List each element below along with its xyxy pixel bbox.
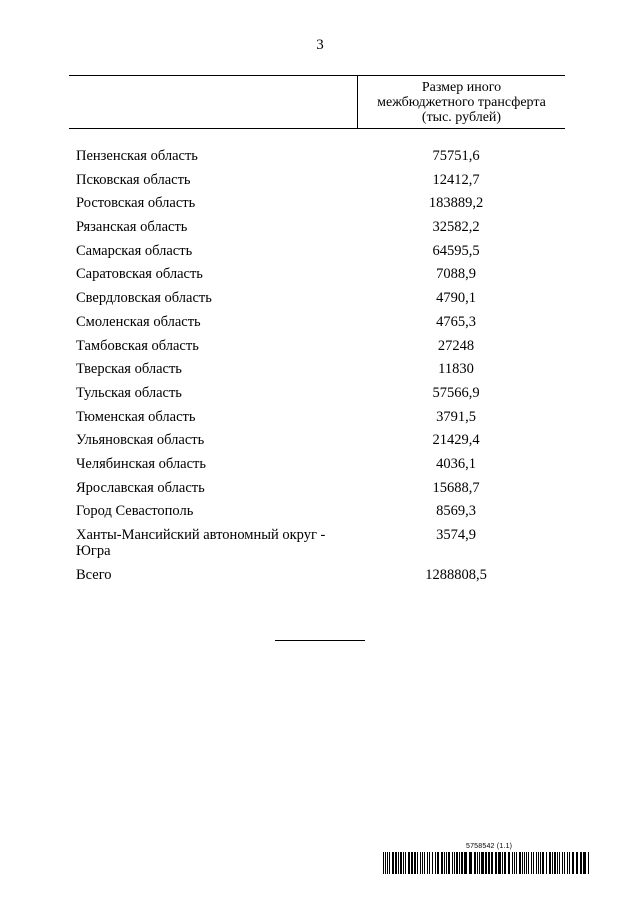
barcode-bar [498,852,501,874]
table-row [76,383,556,407]
barcode-bar [528,852,529,874]
transfer-value: 4036,1 [436,455,476,472]
document-code: 5758542 (1.1) [466,843,513,850]
barcode-bar [576,852,578,874]
region-name: Псковская область [76,171,191,188]
barcode-bar [414,852,416,874]
barcode-bar [538,852,539,874]
barcode-bar [403,852,404,874]
barcode-bar [485,852,487,874]
barcode-bar [477,852,478,874]
barcode-bar [469,852,472,874]
table-row [76,312,556,336]
barcode-bar [559,852,560,874]
end-of-document-line [275,640,365,641]
barcode-bar [389,852,390,874]
barcode-bar [383,852,384,874]
barcode-bar [420,852,421,874]
barcode-bar [435,852,436,874]
region-name: Челябинская область [76,455,206,472]
barcode-bar [557,852,558,874]
barcode-bar [408,852,410,874]
header-line-1: Размер иного [421,80,502,95]
barcode-bar [542,852,544,874]
barcode-bar [567,852,568,874]
region-name: Ульяновская область [76,432,205,449]
barcode-bar [444,852,445,874]
transfer-value: 3574,9 [436,527,476,543]
table-row [76,193,556,217]
page-number: 3 [316,37,324,53]
barcode-bar [479,852,480,874]
transfer-value: 21429,4 [432,432,480,449]
table-row [76,407,556,431]
barcode-bar [526,852,527,874]
barcode-bar [524,852,525,874]
barcode-bar [583,852,586,874]
barcode-bar [411,852,413,874]
total-value: 1288808,5 [425,567,487,583]
barcode-bar [562,852,563,874]
barcode-bar [441,852,443,874]
transfer-value: 57566,9 [432,384,480,401]
region-name: Ростовская область [76,195,196,212]
region-name: Свердловская область [76,290,212,307]
barcode-bar [400,852,402,874]
barcode-bar [454,852,455,874]
barcode-bar [398,852,399,874]
table-row [76,146,556,170]
barcode-bar [474,852,476,874]
transfer-value: 27248 [437,337,475,354]
barcode-bar [533,852,534,874]
total-row [76,565,556,589]
barcode-bar [580,852,582,874]
barcode-bar [395,852,397,874]
barcode-bar [446,852,447,874]
transfer-value: 183889,2 [428,195,484,212]
barcode-bar [464,852,467,874]
region-name: Тульская область [76,384,182,401]
transfer-value: 4765,3 [436,313,476,330]
value-column-header [358,80,565,125]
table-row [76,336,556,360]
barcode-bar [387,852,388,874]
barcode-bar [427,852,428,874]
barcode-bar [519,852,521,874]
barcode-bar [461,852,463,874]
region-name: Город Севастополь [76,503,194,520]
transfer-value: 75751,6 [432,148,480,164]
total-label: Всего [76,567,112,583]
transfer-value: 64595,5 [432,242,480,259]
barcode-bar [452,852,453,874]
transfer-value: 4790,1 [436,290,476,307]
region-name: Ханты-Мансийский автономный округ - Югра [76,527,326,559]
barcode-bar [385,852,386,874]
region-name: Самарская область [76,242,193,259]
region-name: Пензенская область [76,148,198,164]
barcode-bar [512,852,513,874]
region-name: Тамбовская область [76,337,199,354]
barcode-bar [504,852,506,874]
transfer-value: 32582,2 [432,219,480,236]
barcode-bar [437,852,439,874]
transfer-value: 8569,3 [436,503,476,520]
barcode-bar [432,852,433,874]
barcode-bar [554,852,556,874]
table-row [76,264,556,288]
barcode-bar [481,852,484,874]
region-name: Ярославская область [76,479,205,496]
table-row [76,525,556,565]
barcode-bar [459,852,460,874]
region-name: Саратовская область [76,266,203,283]
barcode-bar [424,852,425,874]
region-name: Смоленская область [76,313,201,330]
barcode-bar [417,852,418,874]
barcode-bar [422,852,423,874]
barcode-bar [516,852,517,874]
table-body [76,146,556,589]
barcode-bar [531,852,532,874]
region-name: Рязанская область [76,219,188,236]
table-row [76,478,556,502]
barcode-bar [588,852,589,874]
transfer-value: 15688,7 [432,479,480,496]
barcode-bar [572,852,574,874]
barcode-bar [540,852,541,874]
barcode-bar [448,852,450,874]
barcode-bar [522,852,523,874]
table-row [76,359,556,383]
transfer-value: 7088,9 [436,266,476,283]
barcode-bar [508,852,510,874]
table-row [76,170,556,194]
barcode-bar [429,852,430,874]
region-name: Тверская область [76,361,182,378]
barcode-bar [488,852,490,874]
table-row [76,217,556,241]
table-row [76,430,556,454]
barcode-bar [502,852,503,874]
header-line-2: межбюджетного трансферта [377,95,546,110]
table-row [76,288,556,312]
table-row [76,454,556,478]
barcode-bar [536,852,537,874]
region-name: Тюменская область [76,408,196,425]
header-line-3: (тыс. рублей) [421,110,502,125]
table-row [76,501,556,525]
table-header [69,75,565,129]
barcode-bar [546,852,547,874]
barcode-bar [405,852,406,874]
barcode-bar [495,852,497,874]
barcode-bar [569,852,570,874]
barcode-bar [491,852,493,874]
transfer-value: 3791,5 [436,408,476,425]
transfer-value: 11830 [438,361,474,378]
barcode-bar [456,852,458,874]
barcode-image [383,852,591,874]
barcode-bar [549,852,551,874]
barcode-bar [552,852,553,874]
table-row [76,241,556,265]
barcode-bar [564,852,565,874]
transfer-value: 12412,7 [432,171,480,188]
barcode-bar [514,852,515,874]
barcode-bar [392,852,394,874]
